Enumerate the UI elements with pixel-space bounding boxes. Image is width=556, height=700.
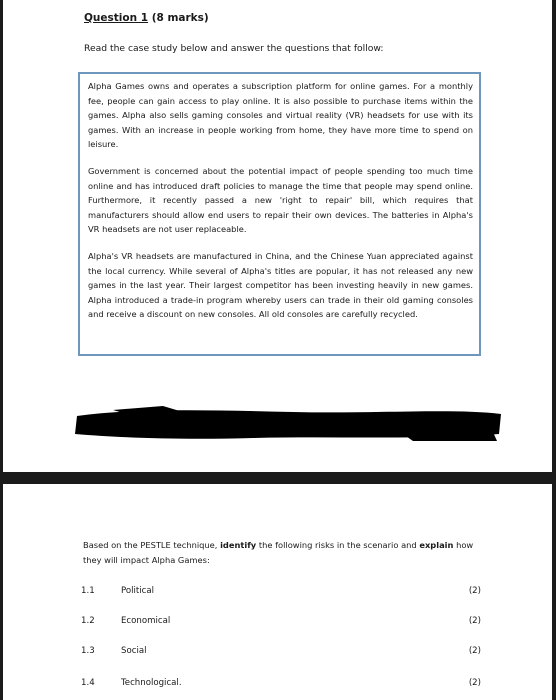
risk-row-political	[81, 586, 481, 600]
task-verb-explain: explain	[419, 540, 454, 550]
risk-marks: (2)	[468, 616, 481, 626]
question-title-label: Question 1	[84, 12, 149, 24]
task-prefix: Based on the PESTLE technique,	[83, 540, 221, 550]
task-middle: the following risks in the scenario and	[256, 540, 420, 550]
task-verb-identify: identify	[220, 540, 257, 550]
case-study-box	[78, 72, 481, 356]
risk-marks: (2)	[468, 646, 481, 656]
redaction-mark	[73, 404, 503, 442]
risk-row-economical	[81, 616, 481, 630]
risk-row-technological	[81, 678, 481, 692]
risk-number: 1.2	[81, 616, 95, 626]
task-prompt	[83, 538, 483, 567]
question-marks: (8 marks)	[151, 12, 209, 24]
question-title	[84, 12, 209, 24]
risk-label: Social	[121, 646, 147, 656]
case-study-paragraph: Government is concerned about the potential impact of people spending too much time online and has introduced draft policies to manage the time that people may spend online. Furthermore, it recently passed a new 'right to repair' bill, which requires that manufacturers should allow end users to repair their own devices. The batteries in Alpha's VR headsets are not user replaceable.	[88, 165, 473, 235]
instruction-text: Read the case study below and answer the questions that follow:	[84, 43, 384, 54]
risk-label: Technological.	[121, 678, 182, 688]
risk-row-social	[81, 646, 481, 660]
risk-number: 1.4	[81, 678, 95, 688]
risk-marks: (2)	[468, 586, 481, 596]
risk-label: Economical	[121, 616, 171, 626]
document-page-bottom	[3, 484, 552, 700]
risk-number: 1.3	[81, 646, 95, 656]
case-study-paragraph: Alpha's VR headsets are manufactured in China, and the Chinese Yuan appreciated against the local currency. While several of Alpha's titles are popular, it has not released any new games in the last year. Their largest competitor has been investing heavily in new games. Alpha introduced a trade-in program whereby users can trade in their old gaming consoles and receive a discount on new consoles. All old consoles are carefully recycled.	[88, 250, 473, 320]
task-suffix: how they will impact Alpha Games:	[83, 540, 474, 565]
risk-number: 1.1	[81, 586, 95, 596]
document-page-top	[3, 0, 552, 472]
case-study-paragraph: Alpha Games owns and operates a subscription platform for online games. For a monthly fee, people can gain access to play online. It is also possible to purchase items within the games. Alpha also sells gaming consoles and virtual reality (VR) headsets for use with its games. With an increase in people working from home, they have more time to spend on leisure.	[88, 81, 473, 150]
risk-label: Political	[121, 586, 155, 596]
risk-marks: (2)	[468, 678, 481, 688]
